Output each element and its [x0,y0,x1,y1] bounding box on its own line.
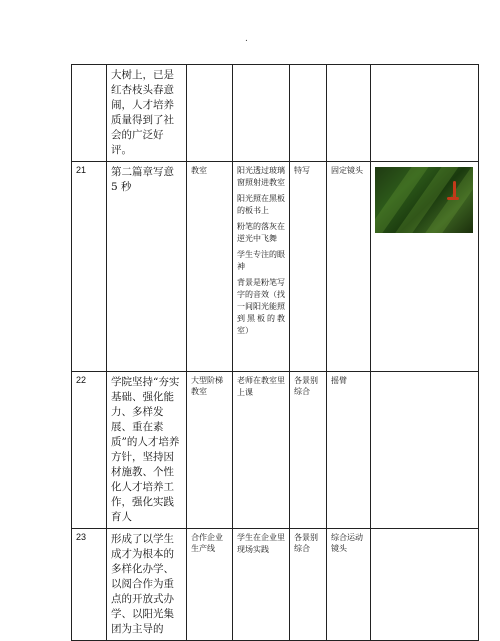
image-cell [371,372,479,529]
location-cell: 教室 [187,162,233,372]
table-row [72,529,479,641]
camera-cell: 综合运动镜头 [327,529,371,641]
shot-number-cell [72,65,107,162]
image-cell [371,162,479,372]
shot-number-cell: 22 [72,372,107,529]
narration-cell: 形成了以学生成才为根本的多样化办学、以阅合作为重点的开放式办学、以阳光集团为主导的 [107,529,187,641]
scene-line: 老师在教室里上课 [237,376,285,397]
camera-cell: 固定镜头 [327,162,371,372]
location-cell: 合作企业生产线 [187,529,233,641]
scene-line: 阳光透过玻璃窗照射进教室 [237,166,285,187]
storyboard-table [71,64,479,641]
reference-photo [375,167,473,233]
scene-cell [233,162,290,372]
shot-size-cell [290,65,327,162]
scene-line: 背景是粉笔写字的音效（找一间阳光能照到黑板的教室） [237,278,285,335]
scene-cell [233,65,290,162]
scene-cell [233,529,290,641]
shot-size-cell: 各景别综合 [290,529,327,641]
location-cell: 大型阶梯教室 [187,372,233,529]
table-row [72,372,479,529]
narration-cell: 大树上，已是红杏枝头春意闹，人才培养质量得到了社会的广泛好评。 [107,65,187,162]
narration-cell: 第二篇章写意 5 秒 [107,162,187,372]
page-mark: . [245,34,248,44]
shot-number-cell: 23 [72,529,107,641]
image-cell [371,65,479,162]
shot-number-cell: 21 [72,162,107,372]
camera-cell [327,65,371,162]
location-cell [187,65,233,162]
scene-line: 学生在企业里现场实践 [237,533,285,554]
shot-size-cell: 特写 [290,162,327,372]
camera-cell: 摇臂 [327,372,371,529]
scene-line: 粉笔的落灰在逆光中飞舞 [237,222,285,243]
shot-size-cell: 各景别综合 [290,372,327,529]
narration-cell: 学院坚持“夯实基础、强化能力、多样发展、重在素质”的人才培养方针，坚持因材施教、个性化人才培养工作，强化实践育人 [107,372,187,529]
scene-line: 阳光照在黑板的板书上 [237,194,285,215]
image-cell [371,529,479,641]
scene-line: 学生专注的眼神 [237,250,285,271]
table-row [72,65,479,162]
scene-cell [233,372,290,529]
table-row [72,162,479,372]
